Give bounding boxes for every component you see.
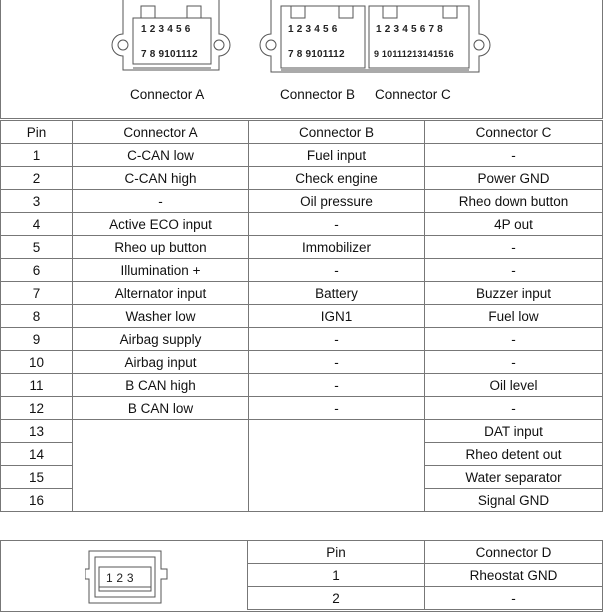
table-row <box>1 443 603 466</box>
table-row <box>1 236 603 259</box>
table-header-row-cell: Pin <box>1 121 73 144</box>
table-row <box>1 282 603 305</box>
connector-a-drawing <box>111 0 241 80</box>
table-row-cell: 14 <box>1 443 73 466</box>
table-row-cell: - <box>425 351 603 374</box>
table-row-cell: Rheo down button <box>425 190 603 213</box>
connector-c-label: Connector C <box>375 87 451 102</box>
connector-b-pins-top: 1 2 3 4 5 6 <box>288 24 338 35</box>
table-row-cell: - <box>425 328 603 351</box>
table-row-cell: Water separator <box>425 466 603 489</box>
table-row-cell: - <box>425 397 603 420</box>
table-row-cell: Oil pressure <box>249 190 425 213</box>
table-row-cell: 2 <box>248 587 425 610</box>
table-row-cell: 4 <box>1 213 73 236</box>
pinout-table-d <box>247 540 603 610</box>
connector-a-label: Connector A <box>130 87 205 102</box>
table-row-cell <box>73 489 249 512</box>
connector-c-pins-top: 1 2 3 4 5 6 7 8 <box>376 24 443 35</box>
table-row-cell: Rheostat GND <box>425 564 603 587</box>
table-row-cell: - <box>249 397 425 420</box>
table-row-cell: Check engine <box>249 167 425 190</box>
table-row-cell: 7 <box>1 282 73 305</box>
table-row <box>1 144 603 167</box>
connector-b-pins-bottom: 7 8 9101112 <box>288 49 345 60</box>
table-row-cell: 12 <box>1 397 73 420</box>
table-row <box>1 328 603 351</box>
table-row-cell: C-CAN low <box>73 144 249 167</box>
table-row-cell: 10 <box>1 351 73 374</box>
table-row-cell: Oil level <box>425 374 603 397</box>
table-row-cell: Alternator input <box>73 282 249 305</box>
table-row-cell: C-CAN high <box>73 167 249 190</box>
table-row-cell: 5 <box>1 236 73 259</box>
table-row-cell: 13 <box>1 420 73 443</box>
table-row-cell: Immobilizer <box>249 236 425 259</box>
connector-a-pins-top: 1 2 3 4 5 6 <box>141 24 191 35</box>
table-row-cell: Fuel low <box>425 305 603 328</box>
table-row-cell <box>73 466 249 489</box>
table-row <box>1 167 603 190</box>
table-header-row-cell: Connector C <box>425 121 603 144</box>
table-row-cell: - <box>249 259 425 282</box>
table-row-cell: IGN1 <box>249 305 425 328</box>
table-row <box>1 466 603 489</box>
table-row-cell: 11 <box>1 374 73 397</box>
table-row-cell: - <box>249 351 425 374</box>
table-row-cell: 15 <box>1 466 73 489</box>
table-row <box>1 420 603 443</box>
table-row <box>1 351 603 374</box>
table-row-cell: 8 <box>1 305 73 328</box>
table-row-cell: 3 <box>1 190 73 213</box>
connector-c-pins-bottom: 9 10111213141516 <box>374 49 454 59</box>
pinout-table-abc-body <box>1 121 603 512</box>
table-row-cell: - <box>425 144 603 167</box>
table-header-row <box>248 541 603 564</box>
table-row <box>1 489 603 512</box>
table-row-cell: - <box>425 259 603 282</box>
table-row-cell: - <box>249 213 425 236</box>
connector-a-pins-bottom: 7 8 9101112 <box>141 49 198 60</box>
table-row-cell: Rheo detent out <box>425 443 603 466</box>
table-row-cell: Active ECO input <box>73 213 249 236</box>
table-row <box>1 213 603 236</box>
table-row-cell: Buzzer input <box>425 282 603 305</box>
table-header-row-cell: Pin <box>248 541 425 564</box>
table-row-cell <box>73 443 249 466</box>
connector-b-label: Connector B <box>280 87 356 102</box>
table-row-cell: 9 <box>1 328 73 351</box>
table-header-row-cell: Connector A <box>73 121 249 144</box>
table-row-cell: - <box>73 190 249 213</box>
table-row-cell: Power GND <box>425 167 603 190</box>
table-row-cell <box>249 443 425 466</box>
table-row <box>1 305 603 328</box>
table-row <box>248 564 603 587</box>
table-row-cell: 6 <box>1 259 73 282</box>
table-row-cell <box>73 420 249 443</box>
table-row <box>1 190 603 213</box>
connector-d-pins: 1 2 3 <box>106 571 134 585</box>
table-row-cell: Battery <box>249 282 425 305</box>
table-row-cell: B CAN high <box>73 374 249 397</box>
table-header-row <box>1 121 603 144</box>
table-row <box>1 397 603 420</box>
table-row-cell: Illumination + <box>73 259 249 282</box>
table-row-cell: Signal GND <box>425 489 603 512</box>
table-header-row-cell: Connector B <box>249 121 425 144</box>
pinout-table-d-body <box>248 541 603 610</box>
table-row-cell: - <box>425 587 603 610</box>
table-row-cell: 2 <box>1 167 73 190</box>
table-row-cell: 16 <box>1 489 73 512</box>
table-row-cell: - <box>425 236 603 259</box>
table-row-cell: DAT input <box>425 420 603 443</box>
connector-diagram-panel <box>0 0 603 119</box>
connector-bc-drawing <box>257 0 497 80</box>
table-header-row-cell: Connector D <box>425 541 603 564</box>
table-row-cell: - <box>249 374 425 397</box>
table-row-cell: Airbag input <box>73 351 249 374</box>
table-row-cell: Washer low <box>73 305 249 328</box>
pinout-table-abc <box>0 120 603 512</box>
table-row-cell: Fuel input <box>249 144 425 167</box>
table-row-cell: B CAN low <box>73 397 249 420</box>
table-row <box>1 259 603 282</box>
table-row-cell: Airbag supply <box>73 328 249 351</box>
table-row-cell: 1 <box>1 144 73 167</box>
table-row-cell: - <box>249 328 425 351</box>
table-row-cell: 1 <box>248 564 425 587</box>
table-row-cell: Rheo up button <box>73 236 249 259</box>
table-row <box>248 587 603 610</box>
table-row-cell: 4P out <box>425 213 603 236</box>
table-row <box>1 374 603 397</box>
table-row-cell <box>249 420 425 443</box>
table-row-cell <box>249 489 425 512</box>
table-row-cell <box>249 466 425 489</box>
